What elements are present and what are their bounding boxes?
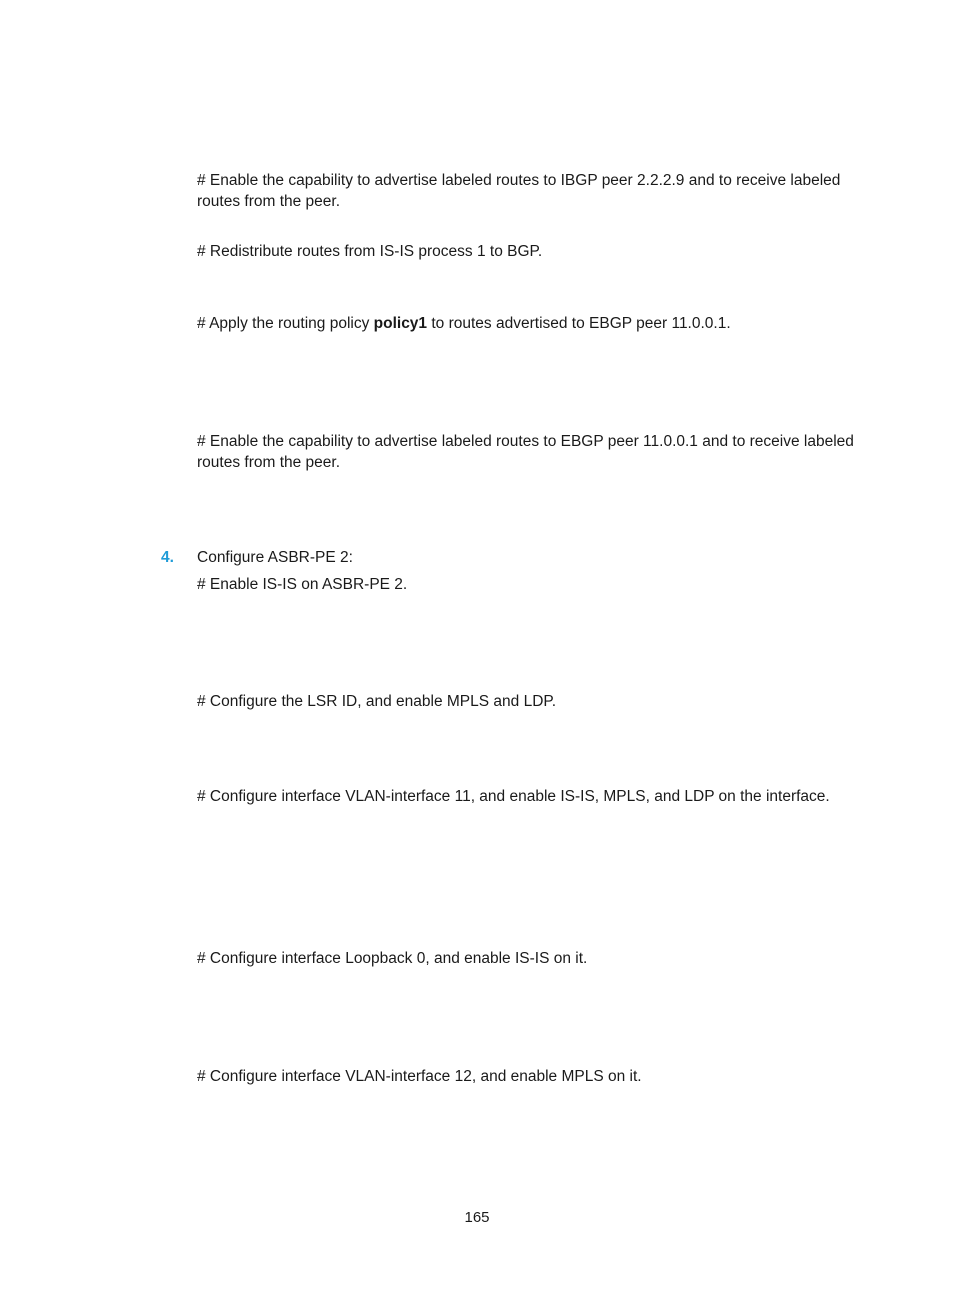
paragraph-redistribute-isis: # Redistribute routes from IS-IS process 1 to BGP. xyxy=(197,243,543,260)
paragraph-routing-policy xyxy=(197,313,877,334)
paragraph-ibgp-labeled-routes: # Enable the capability to advertise labeled routes to IBGP peer 2.2.2.9 and to receive labeled routes from the peer. xyxy=(197,172,841,210)
step-title: Configure ASBR-PE 2: xyxy=(197,549,353,566)
step-item-vlan-interface-11: # Configure interface VLAN-interface 11, and enable IS-IS, MPLS, and LDP on the interface. xyxy=(197,788,830,805)
routing-policy-text-pre: # Apply the routing policy xyxy=(197,315,374,332)
routing-policy-name: policy1 xyxy=(373,315,428,332)
step-item-lsr-id: # Configure the LSR ID, and enable MPLS and LDP. xyxy=(197,693,557,710)
page-number: 165 xyxy=(464,1209,490,1226)
step-item-loopback-0: # Configure interface Loopback 0, and enable IS-IS on it. xyxy=(197,950,588,967)
step-number: 4. xyxy=(161,549,174,566)
step-item-enable-isis: # Enable IS-IS on ASBR-PE 2. xyxy=(197,576,408,593)
routing-policy-text-post: to routes advertised to EBGP peer 11.0.0.1. xyxy=(427,315,731,332)
step-item-vlan-interface-12: # Configure interface VLAN-interface 12, and enable MPLS on it. xyxy=(197,1068,642,1085)
paragraph-ebgp-labeled-routes: # Enable the capability to advertise labeled routes to EBGP peer 11.0.0.1 and to receive labeled routes from the peer. xyxy=(197,433,854,471)
